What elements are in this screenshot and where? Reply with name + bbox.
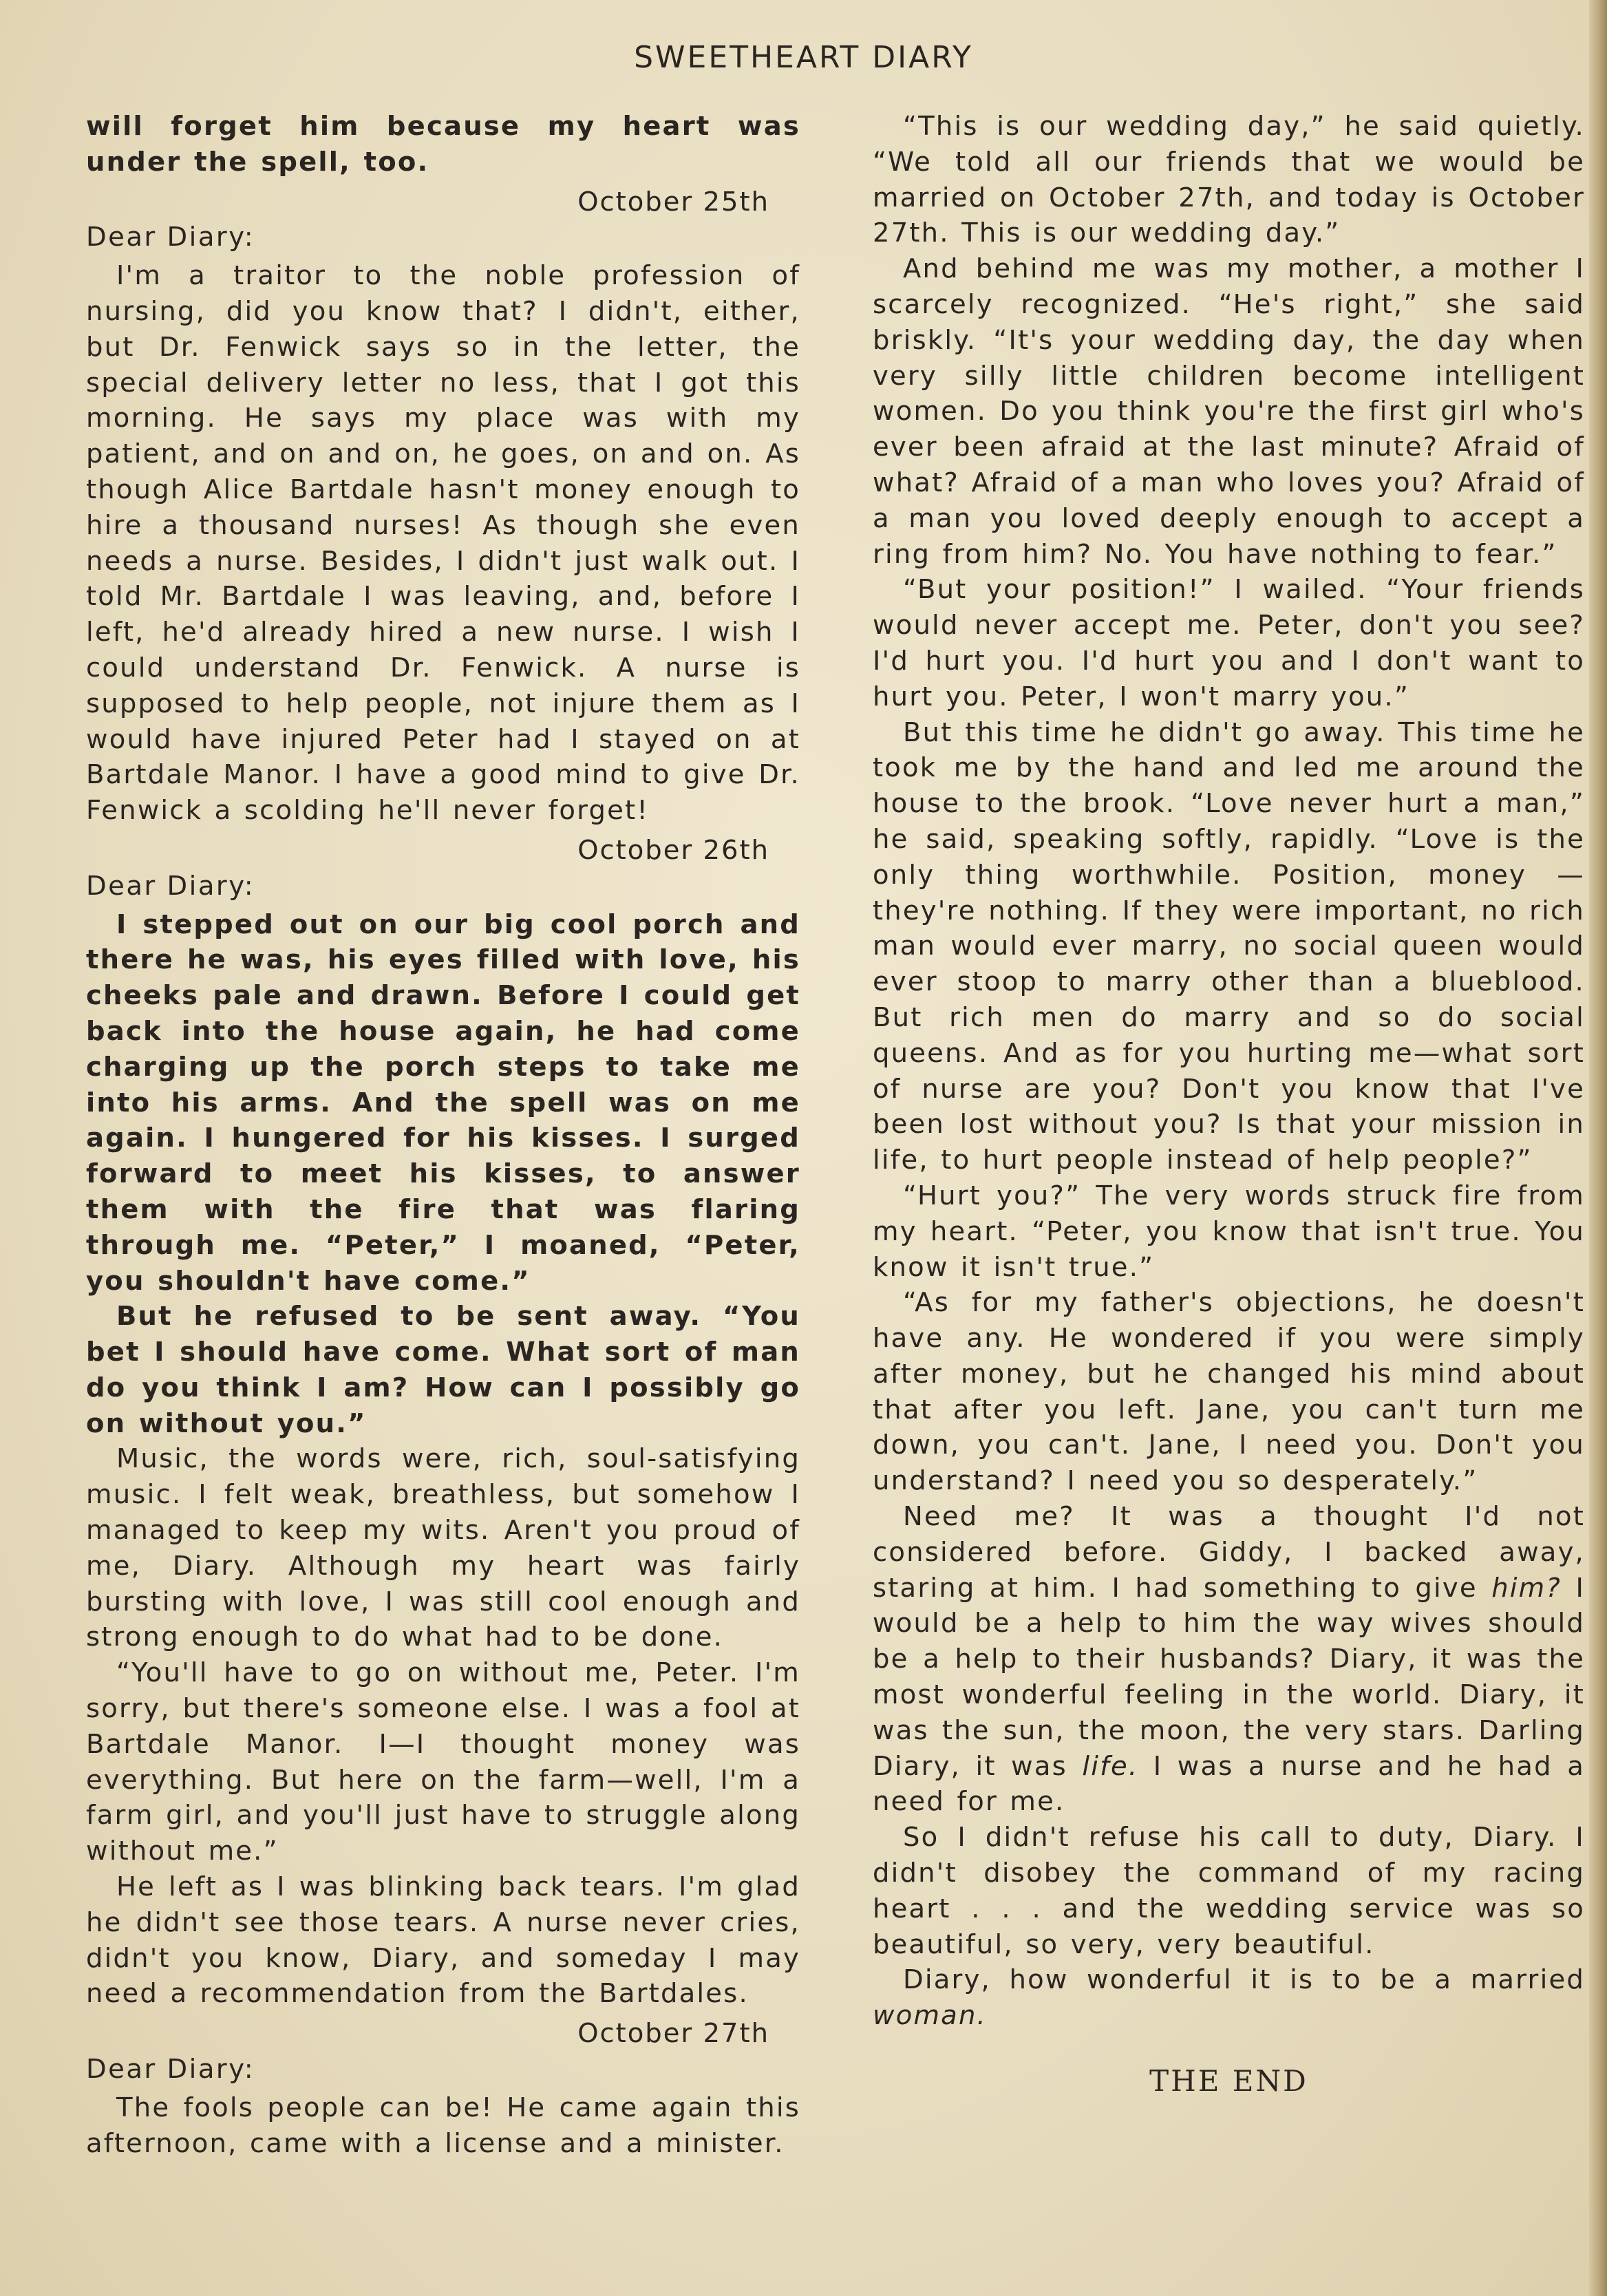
- diary-paragraph: He left as I was blinking back tears. I'm glad he didn't see those tears. A nurse never cries, didn't you know, Diary, and someday I may need a recommendation from the Bartdales.: [86, 1871, 800, 2010]
- story-paragraph: “Hurt you?” The very words struck fire from my heart. “Peter, you know that isn't true. You know it isn't true.”: [873, 1180, 1585, 1283]
- page-header: SWEETHEART DIARY: [634, 40, 973, 75]
- diary-paragraph: “You'll have to go on without me, Peter. I'm sorry, but there's someone else. I was a fool at Bartdale Manor. I—I thought money was everything. But here on the farm—well, I'm a farm girl, and you'll just have to struggle along without me.”: [86, 1657, 800, 1867]
- text-run: Need me? It was a thought I'd not considered before. Giddy, I backed away, staring at him. I had something to give: [873, 1501, 1585, 1604]
- continued-paragraph: will forget him because my heart was under the spell, too.: [86, 111, 800, 178]
- diary-salutation: Dear Diary:: [86, 2054, 255, 2085]
- story-paragraph: And behind me was my mother, a mother I scarcely recognized. “He's right,” she said briskly. “It's your wedding day, the day when very silly little children become intelligent women. Do you think you're the first girl who's ever been afraid at the last minute? Afraid of what? Afraid of a man who loves you? Afraid of a man you loved deeply enough to accept a ring from him? No. You have nothing to fear.”: [873, 253, 1585, 570]
- story-paragraph: [873, 1499, 1585, 1820]
- story-paragraph: So I didn't refuse his call to duty, Diary. I didn't disobey the command of my racing heart . . . and the wedding service was so beautiful, so very, very beautiful.: [873, 1822, 1585, 1960]
- emphasis-woman: woman.: [873, 2000, 987, 2032]
- story-paragraph: “This is our wedding day,” he said quietly. “We told all our friends that we would be married on October 27th, and today is October 27th. This is our wedding day.”: [873, 111, 1585, 249]
- page-edge-shadow: [1589, 0, 1607, 2296]
- diary-salutation: Dear Diary:: [86, 870, 255, 902]
- story-paragraph: [873, 1962, 1585, 2034]
- diary-paragraph: I'm a traitor to the noble profession of nursing, did you know that? I didn't, either, but Dr. Fenwick says so in the letter, the special delivery letter no less, that I got this morning. He says my place was with my patient, and on and on, he goes, on and on. As though Alice Bartdale hasn't money enough to hire a thousand nurses! As though she even needs a nurse. Besides, I didn't just walk out. I told Mr. Bartdale I was leaving, and, before I left, he'd already hired a new nurse. I wish I could understand Dr. Fenwick. A nurse is supposed to help people, not injure them as I would have injured Peter had I stayed on at Bartdale Manor. I have a good mind to give Dr. Fenwick a scolding he'll never forget!: [86, 260, 800, 827]
- diary-date: October 26th: [577, 834, 769, 866]
- text-run: I would be a help to him the way wives should be a help to their husbands? Diary, it was the most wonderful feeling in the world. Diary, it was the sun, the moon, the very stars. Darling Diary, it was: [873, 1572, 1585, 1782]
- emphasis-him: him?: [1491, 1572, 1562, 1604]
- diary-salutation: Dear Diary:: [86, 222, 255, 253]
- story-paragraph: “As for my father's objections, he doesn't have any. He wondered if you were simply after money, but he changed his mind about that after you left. Jane, you can't turn me down, you can't. Jane, I need you. Don't you understand? I need you so desperately.”: [873, 1287, 1585, 1497]
- diary-paragraph: I stepped out on our big cool porch and there he was, his eyes filled with love, his cheeks pale and drawn. Before I could get back into the house again, he had come charging up the porch steps to take me into his arms. And the spell was on me again. I hungered for his kisses. I surged forward to meet his kisses, to answer them with the fire that was flaring through me. “Peter,” I moaned, “Peter, you shouldn't have come.”: [86, 908, 800, 1297]
- the-end-label: THE END: [1149, 2064, 1308, 2098]
- right-column: [873, 109, 1585, 2098]
- text-run: I was a nurse and he had a need for me.: [873, 1750, 1585, 1818]
- diary-paragraph: But he refused to be sent away. “You bet I should have come. What sort of man do you think I am? How can I possibly go on without you.”: [86, 1301, 800, 1439]
- story-paragraph: “But your position!” I wailed. “Your friends would never accept me. Peter, don't you see? I'd hurt you. I'd hurt you and I don't want to hurt you. Peter, I won't marry you.”: [873, 574, 1585, 712]
- diary-paragraph: Music, the words were, rich, soul-satisfying music. I felt weak, breathless, but somehow I managed to keep my wits. Aren't you proud of me, Diary. Although my heart was fairly bursting with love, I was still cool enough and strong enough to do what had to be done.: [86, 1443, 800, 1653]
- emphasis-life: life.: [1082, 1750, 1139, 1782]
- diary-date: October 27th: [577, 2018, 769, 2050]
- diary-paragraph: The fools people can be! He came again this afternoon, came with a license and a minister.: [86, 2092, 800, 2159]
- story-paragraph: But this time he didn't go away. This time he took me by the hand and led me around the house to the brook. “Love never hurt a man,” he said, speaking softly, rapidly. “Love is the only thing worthwhile. Position, money —they're nothing. If they were important, no rich man would ever marry, no social queen would ever stoop to marry other than a blueblood. But rich men do marry and so do social queens. And as for you hurting me—what sort of nurse are you? Don't you know that I've been lost without you? Is that your mission in life, to hurt people instead of help people?”: [873, 716, 1585, 1176]
- left-column: [86, 109, 800, 2161]
- diary-date: October 25th: [577, 186, 769, 217]
- text-run: Diary, how wonderful it is to be a married: [903, 1964, 1585, 1996]
